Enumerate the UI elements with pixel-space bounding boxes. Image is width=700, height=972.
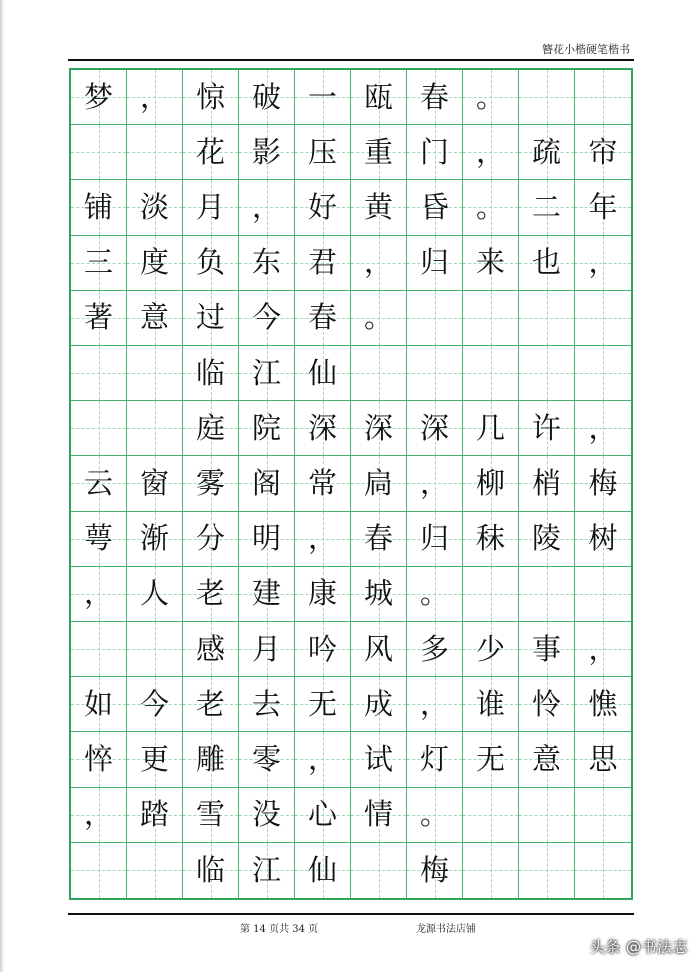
- grid-cell: [519, 843, 575, 898]
- character: 萼: [83, 521, 113, 556]
- character: 临: [195, 355, 225, 390]
- grid-cell: [295, 567, 351, 622]
- grid-cell: [71, 346, 127, 401]
- character: 春: [307, 300, 337, 335]
- grid-cell: [519, 456, 575, 511]
- grid-cell: [519, 346, 575, 401]
- grid-cell: [463, 732, 519, 787]
- grid-cell: [183, 732, 239, 787]
- grid-cell: [71, 180, 127, 235]
- grid-cell: [295, 677, 351, 732]
- character: 扃: [363, 465, 393, 500]
- character: 破: [251, 79, 281, 114]
- grid-cell: [463, 70, 519, 125]
- character: 庭: [195, 410, 225, 445]
- grid-cell: [519, 788, 575, 843]
- grid-cell: [575, 512, 631, 567]
- character: 帘: [588, 134, 618, 169]
- grid-cell: [71, 512, 127, 567]
- character: 江: [251, 852, 281, 887]
- grid-cell: [239, 236, 295, 291]
- grid-cell: [575, 346, 631, 401]
- grid-cell: [183, 70, 239, 125]
- grid-cell: [71, 456, 127, 511]
- character: 踏: [139, 797, 169, 832]
- character: 成: [363, 686, 393, 721]
- grid-cell: [239, 622, 295, 677]
- character: 门: [419, 134, 449, 169]
- grid-cell: [351, 236, 407, 291]
- character: 少: [475, 631, 505, 666]
- character: 思: [588, 741, 618, 776]
- character: 康: [307, 576, 337, 611]
- grid-cell: [295, 180, 351, 235]
- grid-cell: [407, 456, 463, 511]
- grid-cell: [407, 622, 463, 677]
- character: 柳: [475, 465, 505, 500]
- character: ，: [588, 631, 618, 666]
- character: 心: [307, 797, 337, 832]
- grid-cell: [127, 567, 183, 622]
- grid-cell: [295, 346, 351, 401]
- character: ，: [307, 521, 337, 556]
- grid-cell: [183, 788, 239, 843]
- header-title: 簪花小楷硬笔楷书: [542, 43, 630, 56]
- character: 归: [419, 521, 449, 556]
- footer-rule: [68, 913, 634, 915]
- grid-cell: [351, 677, 407, 732]
- character: 试: [363, 741, 393, 776]
- character: 压: [307, 134, 337, 169]
- character: 感: [195, 631, 225, 666]
- character: ，: [307, 741, 337, 776]
- grid-cell: [407, 677, 463, 732]
- grid-cell: [127, 70, 183, 125]
- character: 负: [195, 245, 225, 280]
- grid-cell: [519, 732, 575, 787]
- grid-cell: [463, 788, 519, 843]
- watermark: 头条 @书法志: [589, 938, 688, 956]
- character: 惊: [195, 79, 225, 114]
- character: ，: [251, 189, 281, 224]
- character: 风: [363, 631, 393, 666]
- character: 重: [363, 134, 393, 169]
- character: 建: [251, 576, 281, 611]
- character: 去: [251, 686, 281, 721]
- grid-cell: [463, 512, 519, 567]
- character: 仙: [307, 355, 337, 390]
- grid-cell: [183, 291, 239, 346]
- binding-shadow: [0, 0, 5, 972]
- grid-cell: [351, 732, 407, 787]
- character: 今: [251, 300, 281, 335]
- character: 。: [363, 300, 393, 335]
- character: ，: [419, 465, 449, 500]
- character: 花: [195, 134, 225, 169]
- character: 。: [419, 797, 449, 832]
- grid-cell: [463, 125, 519, 180]
- grid-cell: [127, 401, 183, 456]
- grid-cell: [127, 456, 183, 511]
- character: 年: [588, 189, 618, 224]
- grid-cell: [463, 622, 519, 677]
- character: 临: [195, 852, 225, 887]
- grid-cell: [407, 567, 463, 622]
- grid-cell: [71, 236, 127, 291]
- grid-cell: [71, 732, 127, 787]
- grid-cell: [575, 70, 631, 125]
- grid-cell: [183, 512, 239, 567]
- character: ，: [475, 134, 505, 169]
- character: 秣: [475, 521, 505, 556]
- character: 黄: [363, 189, 393, 224]
- grid-cell: [239, 70, 295, 125]
- character: ，: [419, 686, 449, 721]
- grid-cell: [351, 622, 407, 677]
- character: 疏: [531, 134, 561, 169]
- grid-cell: [519, 70, 575, 125]
- grid-cell: [519, 291, 575, 346]
- grid-cell: [463, 843, 519, 898]
- character: 梅: [419, 852, 449, 887]
- character: 事: [531, 631, 561, 666]
- grid-cell: [295, 291, 351, 346]
- grid-cell: [183, 456, 239, 511]
- grid-cell: [575, 456, 631, 511]
- grid-cell: [351, 456, 407, 511]
- character: 来: [475, 245, 505, 280]
- character: 意: [531, 741, 561, 776]
- character: 。: [419, 576, 449, 611]
- character: 归: [419, 245, 449, 280]
- grid-cell: [127, 788, 183, 843]
- character: 著: [83, 300, 113, 335]
- grid-cell: [71, 401, 127, 456]
- header-rule: [68, 59, 634, 61]
- character: 明: [251, 521, 281, 556]
- grid-cell: [239, 125, 295, 180]
- grid-cell: [127, 291, 183, 346]
- grid-cell: [127, 346, 183, 401]
- character: 没: [251, 797, 281, 832]
- character: 东: [251, 245, 281, 280]
- character: 无: [307, 686, 337, 721]
- grid-cell: [71, 567, 127, 622]
- character: 月: [195, 189, 225, 224]
- shop-name: 龙源书法店铺: [416, 924, 476, 935]
- character: 陵: [531, 521, 561, 556]
- grid-cell: [463, 180, 519, 235]
- character: 。: [475, 189, 505, 224]
- grid-cell: [519, 567, 575, 622]
- character: 雾: [195, 465, 225, 500]
- grid-cell: [519, 622, 575, 677]
- grid-cell: [519, 512, 575, 567]
- grid-cell: [183, 622, 239, 677]
- character: 一: [307, 79, 337, 114]
- grid-cell: [127, 677, 183, 732]
- grid-cell: [183, 843, 239, 898]
- grid-cell: [239, 401, 295, 456]
- character: 仙: [307, 852, 337, 887]
- character: 云: [83, 465, 113, 500]
- character: 深: [419, 410, 449, 445]
- grid-cell: [295, 732, 351, 787]
- character: ，: [139, 79, 169, 114]
- character: 春: [419, 79, 449, 114]
- grid-cell: [183, 401, 239, 456]
- grid-cell: [295, 456, 351, 511]
- grid-cell: [183, 346, 239, 401]
- grid-cell: [463, 401, 519, 456]
- grid-cell: [351, 291, 407, 346]
- grid-cell: [407, 180, 463, 235]
- character: 过: [195, 300, 225, 335]
- character: 老: [195, 576, 225, 611]
- character: 情: [363, 797, 393, 832]
- grid-cell: [575, 677, 631, 732]
- grid-cell: [575, 180, 631, 235]
- grid-cell: [351, 70, 407, 125]
- grid-cell: [575, 732, 631, 787]
- character: 多: [419, 631, 449, 666]
- grid-cell: [575, 125, 631, 180]
- character: ，: [588, 245, 618, 280]
- grid-cell: [407, 346, 463, 401]
- grid-cell: [519, 236, 575, 291]
- character: 雕: [195, 741, 225, 776]
- grid-cell: [463, 236, 519, 291]
- grid-cell: [295, 622, 351, 677]
- grid-cell: [127, 732, 183, 787]
- grid-cell: [127, 622, 183, 677]
- grid-cell: [407, 512, 463, 567]
- grid-cell: [127, 512, 183, 567]
- calligraphy-grid: [69, 68, 633, 900]
- grid-cell: [575, 622, 631, 677]
- grid-cell: [239, 512, 295, 567]
- page-number: 第 14 页共 34 页: [240, 924, 319, 935]
- grid-cell: [463, 677, 519, 732]
- grid-cell: [295, 788, 351, 843]
- grid-cell: [239, 180, 295, 235]
- grid-cell: [351, 567, 407, 622]
- character: 分: [195, 521, 225, 556]
- character: 雪: [195, 797, 225, 832]
- grid-cell: [183, 567, 239, 622]
- character: 。: [475, 79, 505, 114]
- grid-cell: [127, 180, 183, 235]
- character: ，: [588, 410, 618, 445]
- grid-cell: [71, 125, 127, 180]
- grid-cell: [127, 236, 183, 291]
- character: 灯: [419, 741, 449, 776]
- character: 好: [307, 189, 337, 224]
- character: 憔: [588, 686, 618, 721]
- character: ，: [83, 797, 113, 832]
- grid-cell: [575, 291, 631, 346]
- grid-cell: [407, 843, 463, 898]
- character: 瓯: [363, 79, 393, 114]
- grid-cell: [575, 788, 631, 843]
- grid-cell: [351, 788, 407, 843]
- grid-cell: [71, 622, 127, 677]
- character: 许: [531, 410, 561, 445]
- character: 更: [139, 741, 169, 776]
- character: 老: [195, 686, 225, 721]
- grid-cell: [351, 346, 407, 401]
- character: 梦: [83, 79, 113, 114]
- character: 怜: [531, 686, 561, 721]
- grid-cell: [463, 291, 519, 346]
- grid-cell: [71, 788, 127, 843]
- character: ，: [83, 576, 113, 611]
- grid-cell: [239, 732, 295, 787]
- grid-cell: [295, 401, 351, 456]
- character: 意: [139, 300, 169, 335]
- grid-cell: [71, 291, 127, 346]
- character: 吟: [307, 631, 337, 666]
- grid-cell: [407, 291, 463, 346]
- grid-cell: [239, 291, 295, 346]
- character: 阁: [251, 465, 281, 500]
- grid-cell: [71, 70, 127, 125]
- grid-cell: [407, 732, 463, 787]
- character: 度: [139, 245, 169, 280]
- grid-cell: [239, 788, 295, 843]
- character: 零: [251, 741, 281, 776]
- character: 院: [251, 410, 281, 445]
- character: 常: [307, 465, 337, 500]
- grid-cell: [351, 125, 407, 180]
- character: 窗: [139, 465, 169, 500]
- character: 也: [531, 245, 561, 280]
- grid-cell: [71, 843, 127, 898]
- grid-cell: [575, 843, 631, 898]
- grid-cell: [183, 125, 239, 180]
- grid-cell: [239, 567, 295, 622]
- character: 谁: [475, 686, 505, 721]
- grid-cell: [127, 125, 183, 180]
- grid-cell: [407, 70, 463, 125]
- character: 春: [363, 521, 393, 556]
- character: 悴: [83, 741, 113, 776]
- character: 如: [83, 686, 113, 721]
- character: 梅: [588, 465, 618, 500]
- character: 深: [307, 410, 337, 445]
- grid-cell: [295, 236, 351, 291]
- character: 无: [475, 741, 505, 776]
- character: 二: [531, 189, 561, 224]
- grid-cell: [71, 677, 127, 732]
- grid-cell: [183, 677, 239, 732]
- grid-cell: [575, 401, 631, 456]
- grid-cell: [295, 512, 351, 567]
- grid-cell: [239, 346, 295, 401]
- grid-cell: [239, 677, 295, 732]
- character: 梢: [531, 465, 561, 500]
- grid-cell: [519, 401, 575, 456]
- character: 几: [475, 410, 505, 445]
- grid-cell: [183, 180, 239, 235]
- grid-cell: [351, 180, 407, 235]
- character: 月: [251, 631, 281, 666]
- grid-cell: [295, 125, 351, 180]
- grid-cell: [575, 236, 631, 291]
- grid-cell: [463, 346, 519, 401]
- grid-cell: [239, 456, 295, 511]
- grid-cell: [407, 401, 463, 456]
- grid-cell: [295, 70, 351, 125]
- grid-cell: [127, 843, 183, 898]
- character: 三: [83, 245, 113, 280]
- grid-cell: [407, 236, 463, 291]
- grid-cell: [239, 843, 295, 898]
- grid-cell: [407, 125, 463, 180]
- grid-cell: [351, 512, 407, 567]
- grid-cell: [351, 401, 407, 456]
- character: 渐: [139, 521, 169, 556]
- character: 城: [363, 576, 393, 611]
- grid-cell: [351, 843, 407, 898]
- grid-cell: [407, 788, 463, 843]
- grid-cell: [183, 236, 239, 291]
- grid-cell: [463, 456, 519, 511]
- grid-cell: [519, 125, 575, 180]
- grid-cell: [575, 567, 631, 622]
- character: 淡: [139, 189, 169, 224]
- character: 昏: [419, 189, 449, 224]
- character: 人: [139, 576, 169, 611]
- grid-cell: [295, 843, 351, 898]
- grid-cell: [519, 677, 575, 732]
- grid-cell: [519, 180, 575, 235]
- character: ，: [363, 245, 393, 280]
- character: 铺: [83, 189, 113, 224]
- grid-cell: [463, 567, 519, 622]
- character: 深: [363, 410, 393, 445]
- character: 树: [588, 521, 618, 556]
- character: 江: [251, 355, 281, 390]
- character: 影: [251, 134, 281, 169]
- character: 今: [139, 686, 169, 721]
- character: 君: [307, 245, 337, 280]
